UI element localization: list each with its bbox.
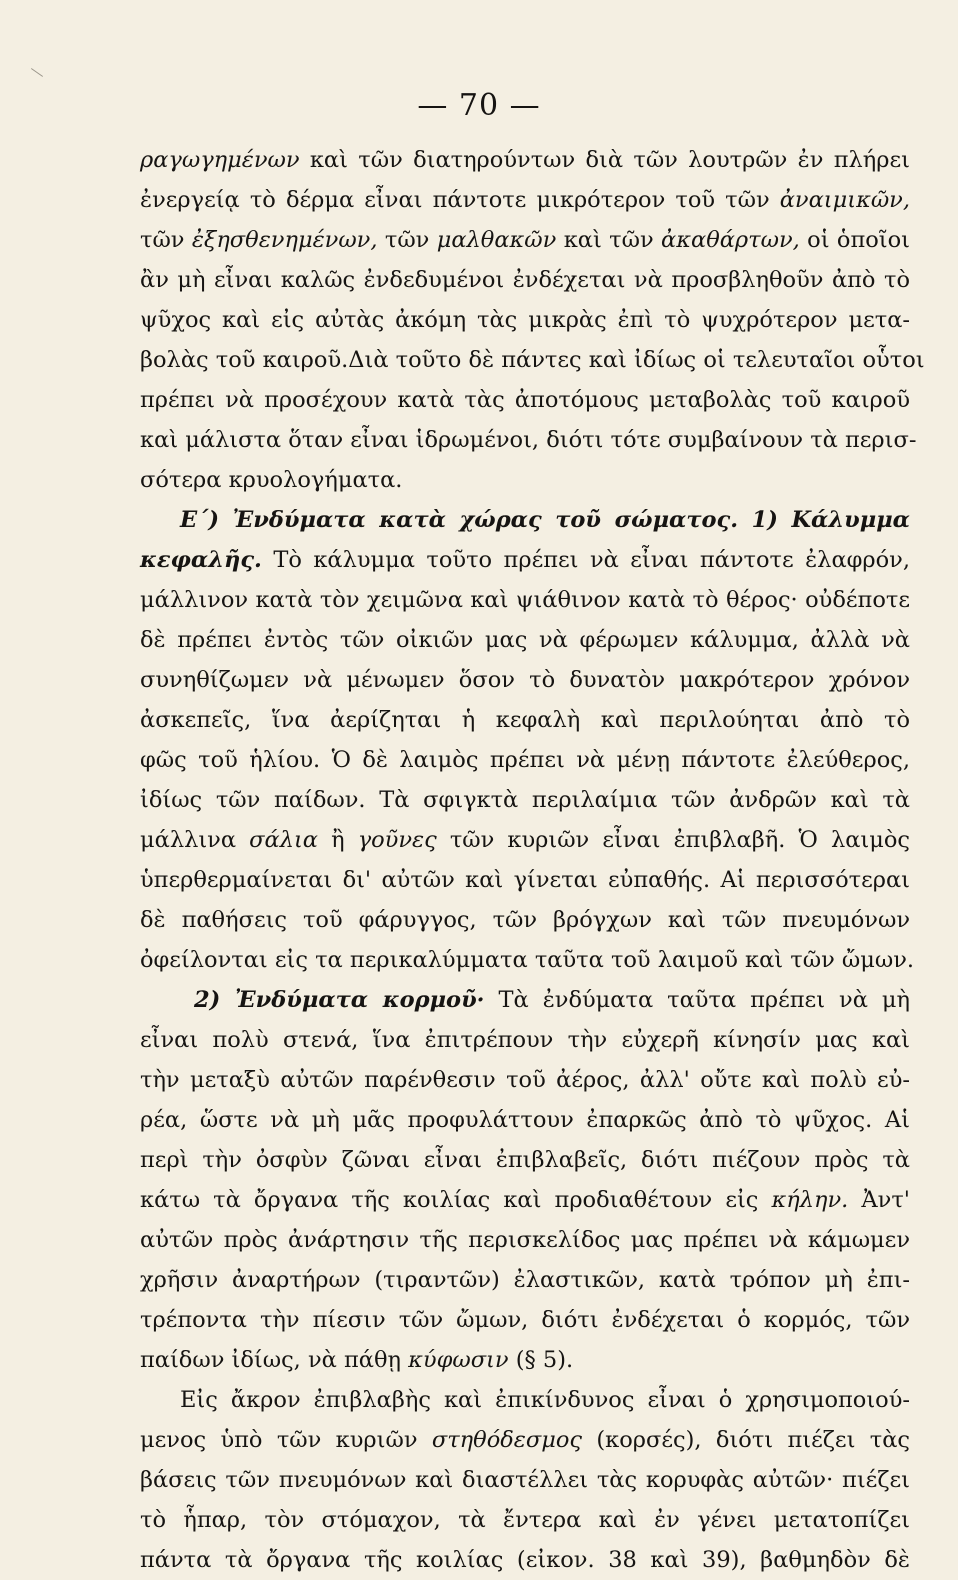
text-line [140, 580, 910, 620]
text-line [140, 1140, 910, 1180]
text-segment: τὸ ἧπαρ, τὸν στόμαχον, τὰ ἔντερα καὶ ἐν γένει μετατοπίζει [140, 1507, 910, 1533]
text-segment: ὑπερθερμαίνεται δι' αὐτῶν καὶ γίνεται εὐπαθής. Αἱ περισσότεραι [140, 867, 910, 893]
text-line [140, 660, 910, 700]
body-text [140, 140, 925, 1580]
text-segment: στηθόδεσμος [431, 1427, 583, 1453]
text-segment: τῶν κυριῶν εἶναι ἐπιβλαβῆ. Ὁ λαιμὸς [436, 827, 910, 853]
text-line [140, 780, 910, 820]
text-segment: Εἰς ἄκρον ἐπιβλαβὴς καὶ ἐπικίνδυνος εἶναι ὁ χρησιμοποιού- [180, 1387, 910, 1413]
text-segment: σάλια [249, 827, 318, 853]
text-segment: ἂν μὴ εἶναι καλῶς ἐνδεδυμένοι ἐνδέχεται νὰ προσβληθοῦν ἀπὸ τὸ [140, 267, 910, 293]
text-segment: σότερα κρυολογήματα. [140, 467, 403, 493]
text-segment: ἀκαθάρτων, [661, 227, 800, 253]
text-line [140, 540, 910, 580]
text-segment: μάλλινα [140, 827, 250, 853]
text-segment: πάντα τὰ ὄργανα τῆς κοιλίας (εἰκον. 38 καὶ 39), βαθμηδὸν δὲ [140, 1547, 910, 1573]
text-segment: πρέπει νὰ προσέχουν κατὰ τὰς ἀποτόμους μεταβολὰς τοῦ καιροῦ [140, 387, 910, 413]
text-line [140, 1100, 910, 1140]
text-line [140, 460, 910, 500]
text-segment: μαλθακῶν [436, 227, 557, 253]
text-line [140, 900, 910, 940]
text-segment: ἐξησθενημένων, [191, 227, 378, 253]
text-line [140, 500, 910, 540]
text-segment: καὶ τῶν [556, 227, 662, 253]
text-line [140, 740, 910, 780]
text-segment: ἐνεργείᾳ τὸ δέρμα εἶναι πάντοτε μικρότερον τοῦ τῶν [140, 187, 780, 213]
text-line [140, 1540, 910, 1580]
text-line [140, 300, 910, 340]
text-line [140, 620, 910, 660]
text-segment: συνηθίζωμεν νὰ μένωμεν ὅσον τὸ δυνατὸν μακρότερον χρόνον [140, 667, 910, 693]
text-line [140, 1220, 910, 1260]
text-segment: δὲ παθήσεις τοῦ φάρυγγος, τῶν βρόγχων καὶ τῶν πνευμόνων [140, 907, 910, 933]
text-segment: ἢ [317, 827, 358, 853]
text-segment: ψῦχος καὶ εἰς αὐτὰς ἀκόμη τὰς μικρὰς ἐπὶ τὸ ψυχρότερον μετα- [140, 307, 910, 333]
text-segment: ἰδίως τῶν παίδων. Τὰ σφιγκτὰ περιλαίμια τῶν ἀνδρῶν καὶ τὰ [140, 787, 910, 813]
text-line [140, 940, 915, 980]
text-segment: περὶ τὴν ὀσφὺν ζῶναι εἶναι ἐπιβλαβεῖς, διότι πιέζουν πρὸς τὰ [140, 1147, 910, 1173]
text-segment: γοῦνες [357, 827, 437, 853]
text-segment: κάτω τὰ ὄργανα τῆς κοιλίας καὶ προδιαθέτουν εἰς [140, 1187, 772, 1213]
text-line [140, 180, 910, 220]
text-line [140, 1420, 910, 1460]
text-segment: οἱ ὁποῖοι [799, 227, 910, 253]
text-line [140, 1460, 910, 1500]
text-line [140, 820, 910, 860]
text-segment: Τὸ κάλυμμα τοῦτο πρέπει νὰ εἶναι πάντοτε ἐλαφρόν, [261, 547, 910, 573]
text-segment: καὶ μάλιστα ὅταν εἶναι ἱδρωμένοι, διότι τότε συμβαίνουν τὰ περισ- [140, 427, 917, 453]
text-segment: 2) Ἐνδύματα κορμοῦ· [194, 987, 485, 1013]
text-line [140, 980, 910, 1020]
text-segment: ὀφείλονται εἰς τα περικαλύμματα ταῦτα τοῦ λαιμοῦ καὶ τῶν ὤμων. [140, 947, 915, 973]
text-segment: αὐτῶν πρὸς ἀνάρτησιν τῆς περισκελίδος μας πρέπει νὰ κάμωμεν [140, 1227, 910, 1253]
text-segment: κύφωσιν [408, 1347, 509, 1373]
text-segment: ρέα, ὥστε νὰ μὴ μᾶς προφυλάττουν ἐπαρκῶς ἀπὸ τὸ ψῦχος. Αἱ [140, 1107, 910, 1133]
text-segment: κήλην. [771, 1187, 849, 1213]
text-line [140, 1500, 910, 1540]
text-segment: φῶς τοῦ ἡλίου. Ὁ δὲ λαιμὸς πρέπει νὰ μένῃ πάντοτε ἐλεύθερος, [140, 747, 910, 773]
page-number: — 70 — [417, 88, 541, 123]
text-segment: καὶ τῶν διατηρούντων διὰ τῶν λουτρῶν ἐν πλήρει [299, 147, 910, 173]
text-segment: Τὰ ἐνδύματα ταῦτα πρέπει νὰ μὴ [484, 987, 910, 1013]
text-line [140, 1300, 910, 1340]
text-segment: εἶναι πολὺ στενά, ἵνα ἐπιτρέπουν τὴν εὐχερῆ κίνησίν μας καὶ [140, 1027, 910, 1053]
text-segment: (κορσές), διότι πιέζει τὰς [582, 1427, 911, 1453]
text-segment: κεφαλῆς. [140, 547, 262, 573]
text-segment: χρῆσιν ἀναρτήρων (τιραντῶν) ἐλαστικῶν, κατὰ τρόπον μὴ ἐπι- [140, 1267, 910, 1293]
text-segment: τρέποντα τὴν πίεσιν τῶν ὤμων, διότι ἐνδέχεται ὁ κορμός, τῶν [140, 1307, 910, 1333]
text-line [140, 420, 917, 460]
text-segment: παίδων ἰδίως, νὰ πάθῃ [140, 1347, 409, 1373]
text-segment: ἀναιμικῶν, [779, 187, 910, 213]
text-segment: βάσεις τῶν πνευμόνων καὶ διαστέλλει τὰς κορυφὰς αὐτῶν· πιέζει [140, 1467, 910, 1493]
text-line [140, 1340, 910, 1380]
margin-mark [31, 68, 43, 77]
text-segment: ἀσκεπεῖς, ἵνα ἀερίζηται ἡ κεφαλὴ καὶ περιλούηται ἀπὸ τὸ [140, 707, 910, 733]
text-segment: τὴν μεταξὺ αὐτῶν παρένθεσιν τοῦ ἀέρος, ἀλλ' οὔτε καὶ πολὺ εὐ- [140, 1067, 910, 1093]
text-line [140, 700, 910, 740]
text-line [140, 260, 910, 300]
text-line [140, 220, 910, 260]
text-line [140, 380, 910, 420]
text-segment: τῶν [140, 227, 192, 253]
text-segment: μενος ὑπὸ τῶν κυριῶν [140, 1427, 432, 1453]
text-segment: Ἀντ' [848, 1187, 910, 1213]
text-segment: Ε΄) Ἐνδύματα κατὰ χώρας τοῦ σώματος. 1) Κάλυμμα [180, 507, 910, 533]
text-line [140, 1260, 910, 1300]
text-line [140, 1060, 910, 1100]
text-segment: (§ 5). [508, 1347, 574, 1373]
text-segment: τῶν [377, 227, 437, 253]
text-line [140, 1020, 910, 1060]
text-line [140, 340, 925, 380]
text-line [140, 1380, 910, 1420]
text-line [140, 140, 910, 180]
text-line [140, 860, 910, 900]
text-segment: ραγωγημένων [140, 147, 300, 173]
text-segment: μάλλινον κατὰ τὸν χειμῶνα καὶ ψιάθινον κατὰ τὸ θέρος· οὐδέποτε [140, 587, 910, 613]
text-line [140, 1180, 910, 1220]
text-segment: δὲ πρέπει ἐντὸς τῶν οἰκιῶν μας νὰ φέρωμεν κάλυμμα, ἀλλὰ νὰ [140, 627, 910, 653]
text-segment: βολὰς τοῦ καιροῦ.Διὰ τοῦτο δὲ πάντες καὶ ἰδίως οἱ τελευταῖοι οὗτοι [140, 347, 925, 373]
